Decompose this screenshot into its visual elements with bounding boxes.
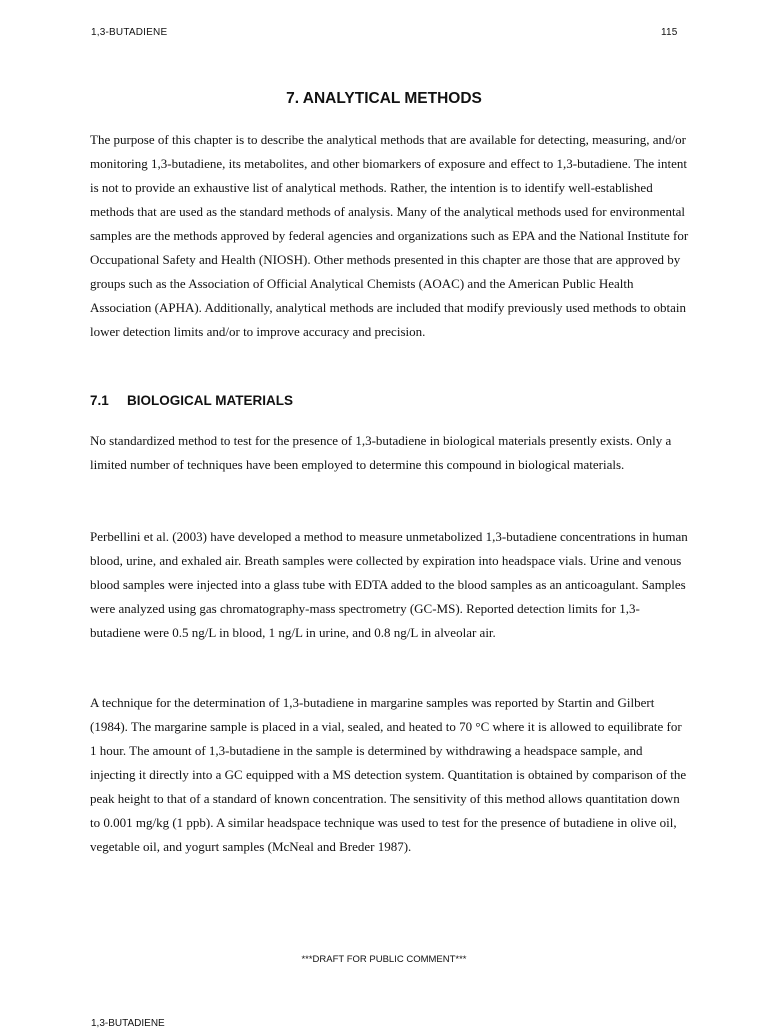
biological-paragraph-1: No standardized method to test for the presence of 1,3-butadiene in biological materials presently exists. Only a limited number of techniques have been employed to determine this compound in biological materials. bbox=[90, 433, 672, 472]
draft-footer: ***DRAFT FOR PUBLIC COMMENT*** bbox=[301, 954, 467, 965]
biological-paragraph-2: Perbellini et al. (2003) have developed a method to measure unmetabolized 1,3-butadiene concentrations in human blood, urine, and exhaled air. Breath samples were collected by expiration into headspace vials. Urine and venous blood samples were injected into a glass tube with EDTA added to the blood samples as an anticoagulant. Samples were analyzed using gas chromatography-mass spectrometry (GC-MS). Reported detection limits for 1,3-butadiene were 0.5 ng/L in blood, 1 ng/L in urine, and 0.8 ng/L in alveolar air. bbox=[90, 529, 688, 640]
next-page-header: 1,3-BUTADIENE bbox=[91, 1018, 165, 1029]
section-title: BIOLOGICAL MATERIALS bbox=[127, 393, 293, 408]
section-number: 7.1 bbox=[90, 393, 109, 408]
section-heading bbox=[90, 393, 293, 408]
chapter-title: 7. ANALYTICAL METHODS bbox=[286, 90, 482, 107]
biological-paragraph-3: A technique for the determination of 1,3-butadiene in margarine samples was reported by Startin and Gilbert (1984). The margarine sample is placed in a vial, sealed, and heated to 70 °C where it is allowed to equilibrate for 1 hour. The amount of 1,3-butadiene in the sample is determined by withdrawing a headspace sample, and injecting it directly into a GC equipped with a MS detection system. Quantitation is obtained by comparison of the peak height to that of a standard of known concentration. The sensitivity of this method allows quantitation down to 0.001 mg/kg (1 ppb). A similar headspace technique was used to test for the presence of butadiene in olive oil, vegetable oil, and yogurt samples (McNeal and Breder 1987). bbox=[90, 695, 687, 854]
page-number: 115 bbox=[661, 27, 678, 38]
intro-paragraph: The purpose of this chapter is to describe the analytical methods that are available for detecting, measuring, and/or monitoring 1,3-butadiene, its metabolites, and other biomarkers of exposure and effect to 1,3-butadiene. The intent is not to provide an exhaustive list of analytical methods. Rather, the intention is to identify well-established methods that are used as the standard methods of analysis. Many of the analytical methods used for environmental samples are the methods approved by federal agencies and organizations such as EPA and the National Institute for Occupational Safety and Health (NIOSH). Other methods presented in this chapter are those that are approved by groups such as the Association of Official Analytical Chemists (AOAC) and the American Public Health Association (APHA). Additionally, analytical methods are included that modify previously used methods to obtain lower detection limits and/or to improve accuracy and precision. bbox=[90, 132, 689, 339]
running-header-title: 1,3-BUTADIENE bbox=[91, 27, 168, 38]
